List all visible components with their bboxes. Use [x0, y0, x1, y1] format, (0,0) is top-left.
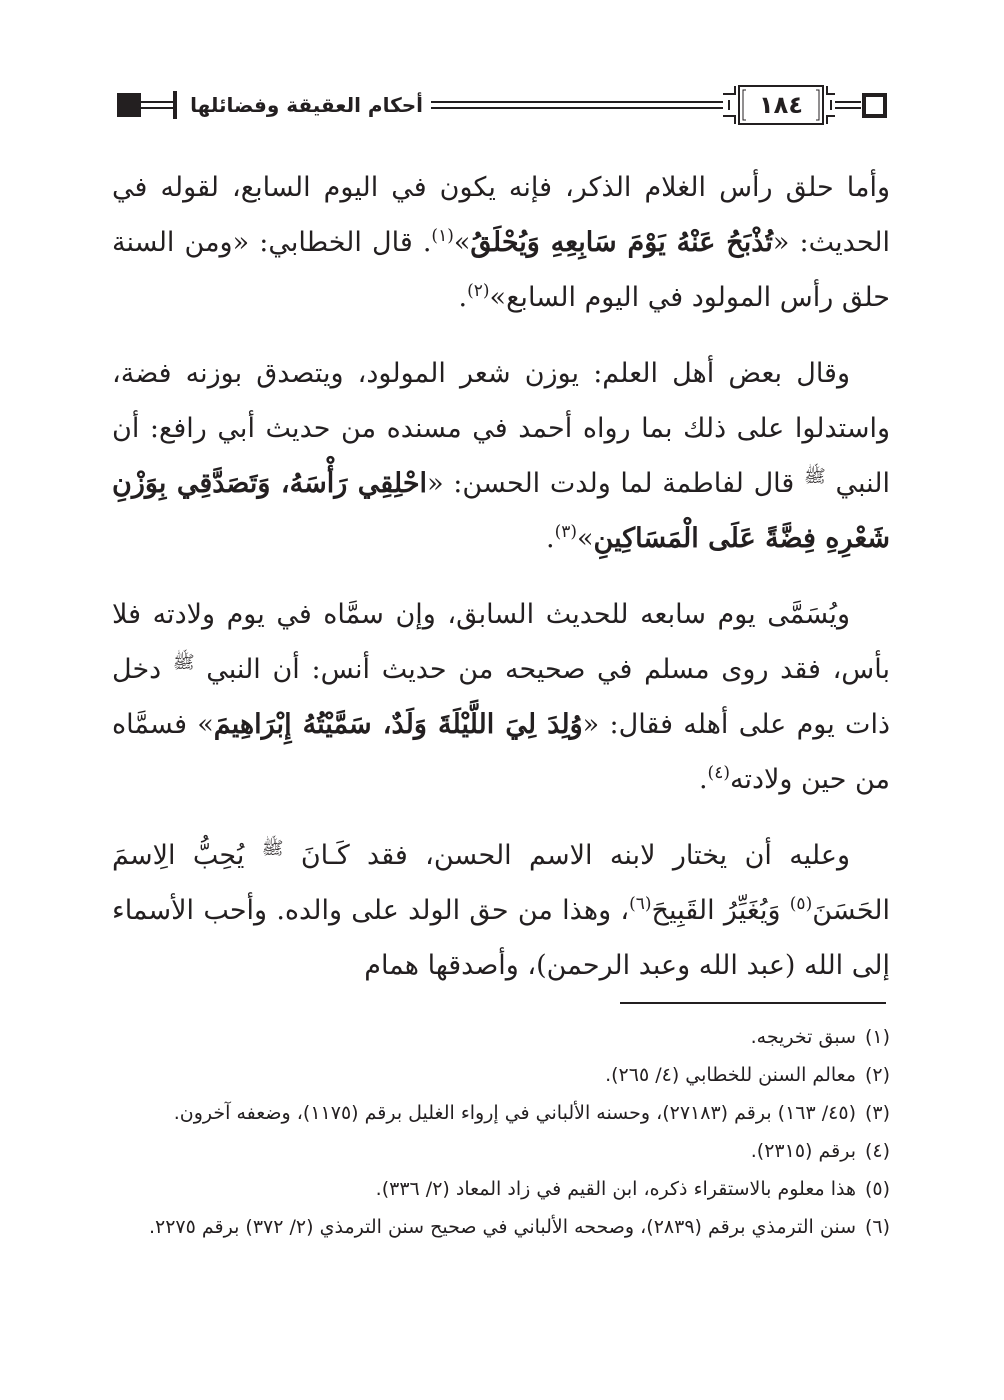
- paragraph-text: »: [577, 523, 594, 554]
- paragraph-text: وأما حلق رأس الغلام الذكر، فإنه يكون في اليوم السابع، لقوله في الحديث: «: [112, 172, 890, 258]
- salutation-glyph: ﷺ: [172, 652, 195, 673]
- footnote-text: (٤٥/ ١٦٣) برقم (٢٧١٨٣)، وحسنه الألباني في إرواء الغليل برقم (١١٧٥)، وضعفه آخرون.: [173, 1102, 856, 1124]
- paragraph-3: [112, 587, 890, 807]
- footnote-ref[interactable]: (٢): [467, 281, 490, 301]
- book-title: أحكام العقيقة وفضائلها: [182, 82, 431, 128]
- footnote-ref[interactable]: (٣): [554, 522, 578, 542]
- footnotes: [112, 1018, 890, 1246]
- footnote-number: (٥): [864, 1178, 890, 1200]
- footnote: [112, 1170, 890, 1208]
- paragraph-text: وقال بعض أهل العلم: يوزن شعر المولود، ويتصدق بوزنه فضة، واستدلوا على ذلك بما رواه أحمد في مسنده من حديث أبي رافع: أن النبي: [112, 358, 890, 499]
- paragraph-text: .: [458, 282, 468, 313]
- paragraph-text: وعليه أن يختار لابنه الاسم الحسن، فقد كَـانَ: [283, 840, 850, 871]
- footnote-text: سبق تخريجه.: [750, 1026, 856, 1048]
- running-header: [117, 82, 889, 128]
- paragraph-text: ويُسَمَّى يوم سابعه للحديث السابق، وإن سمَّاه في يوم ولادته فلا بأس، فقد روى مسلم في صحيحه من حديث أنس: أن النبي: [112, 599, 890, 685]
- footnote-ref[interactable]: (٦): [629, 894, 652, 914]
- paragraph-text: »: [453, 227, 471, 258]
- header-left-square: [117, 93, 141, 117]
- footnote-number: (٢): [864, 1064, 890, 1086]
- footnote-text: معالم السنن للخطابي (٤/ ٢٦٥).: [605, 1064, 856, 1086]
- footnote: [112, 1208, 890, 1246]
- paragraph-text: ، وهذا من حق الولد على والده. وأحب الأسماء إلى الله (عبد الله وعبد الرحمن)، وأصدقها همام: [112, 895, 890, 981]
- footnote: [112, 1132, 890, 1170]
- footnote-ref[interactable]: (٥): [789, 894, 813, 914]
- paragraph-text: .: [546, 523, 555, 554]
- footnote-number: (١): [864, 1026, 890, 1048]
- paragraph-text: » فسمَّاه من حين ولادته: [112, 709, 890, 795]
- footnote-ref[interactable]: (٤): [707, 763, 730, 783]
- hadith-quote: تُذْبَحُ عَنْهُ يَوْمَ سَابِعِهِ وَيُحْلَقُ: [470, 227, 773, 258]
- paragraph-text: دخل ذات يوم على أهله فقال: «: [112, 654, 890, 740]
- paragraph-text: وَيُغَيِّرُ القَبِيحَ: [651, 895, 790, 926]
- footnote-number: (٤): [864, 1140, 890, 1162]
- paragraph-text: يُحِبُّ الِاسمَ الحَسَنَ: [112, 840, 890, 926]
- paragraph-4: [112, 828, 890, 993]
- paragraph-text: .: [698, 764, 708, 795]
- paragraph-text: قال لفاطمة لما ولدت الحسن: «: [427, 468, 805, 499]
- footnote-text: برقم (٢٣١٥).: [750, 1140, 856, 1162]
- paragraph-1: [112, 160, 890, 325]
- footnote-ref[interactable]: (١): [431, 226, 454, 246]
- header-right-square: [864, 95, 885, 116]
- header-left-bar: [173, 91, 177, 119]
- footnote-text: هذا معلوم بالاستقراء ذكره، ابن القيم في زاد المعاد (٢/ ٣٣٦).: [375, 1178, 856, 1200]
- page-number: ١٨٤: [746, 88, 816, 122]
- salutation-glyph: ﷺ: [261, 838, 284, 859]
- footnote: [112, 1094, 890, 1132]
- main-text: [112, 160, 890, 1014]
- footnote-text: سنن الترمذي برقم (٢٨٣٩)، وصححه الألباني في صحيح سنن الترمذي (٢/ ٣٧٢) برقم ٢٢٧٥.: [148, 1216, 856, 1238]
- footnote-number: (٦): [864, 1216, 890, 1238]
- paragraph-2: [112, 346, 890, 566]
- footnote: [112, 1018, 890, 1056]
- footnote-separator: [620, 1002, 886, 1004]
- footnote: [112, 1056, 890, 1094]
- hadith-quote: احْلِقِي رَأْسَهُ، وَتَصَدَّقِي بِوَزْنِ شَعْرِهِ فِضَّةً عَلَى الْمَسَاكِينِ: [112, 468, 890, 554]
- footnote-number: (٣): [864, 1102, 890, 1124]
- hadith-quote: وُلِدَ لِيَ اللَّيْلَةَ وَلَدٌ، سَمَّيْتُهُ إِبْرَاهِيمَ: [213, 709, 583, 740]
- paragraph-text: . قال الخطابي: «ومن السنة حلق رأس المولود في اليوم السابع»: [112, 227, 890, 313]
- salutation-glyph: ﷺ: [804, 466, 826, 487]
